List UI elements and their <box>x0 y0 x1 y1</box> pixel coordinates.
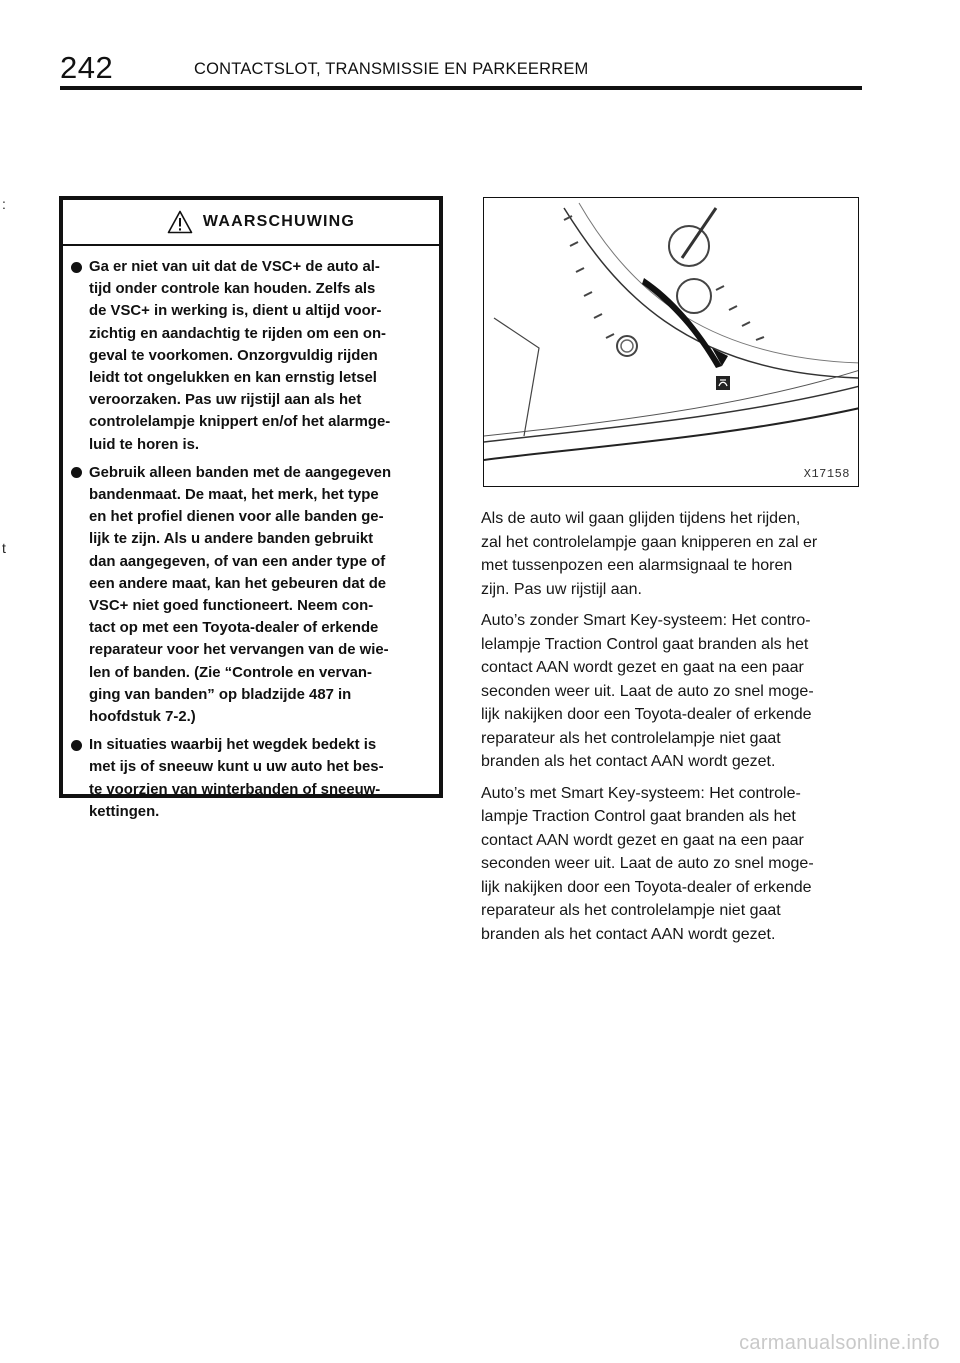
chapter-title: CONTACTSLOT, TRANSMISSIE EN PARKEERREM <box>194 60 589 78</box>
warning-item-text: Gebruik alleen banden met de aangegeven bandenmaat. De maat, het merk, het type en het profiel dienen voor alle banden ge- lijk te zijn. Als u andere banden gebruikt dan aangegeven, of van een ander type of een andere maat, kan het gebeuren dat de VSC+ niet goed functioneert. Neem con- tact op met een Toyota‑dealer of erkende reparateur voor het vervangen van de wie- len of banden. (Zie “Controle en vervan- ging van banden” op bladzijde 487 in hoofdstuk 7‑2.) <box>89 464 392 726</box>
warning-item-text: Ga er niet van uit dat de VSC+ de auto al- tijd onder controle kan houden. Zelfs als de VSC+ in werking is, dient u altijd voor- zichtig en aandachtig te rijden om een on- geval te voorkomen. Onzorgvuldig rijden leidt tot ongelukken en kan ernstig letsel veroorzaken. Pas uw rijstijl aan als het controlelampje knippert en/of het alarmge- luid te horen is. <box>89 259 391 453</box>
warning-list <box>63 246 439 823</box>
body-text <box>481 507 867 954</box>
traction-control-indicator-icon <box>716 376 730 390</box>
figure-code: X17158 <box>803 467 850 481</box>
bullet-icon <box>71 467 82 478</box>
margin-mark: t <box>2 540 6 556</box>
warning-header <box>63 200 439 246</box>
warning-title: WAARSCHUWING <box>202 213 356 230</box>
page-number: 242 <box>60 50 114 85</box>
instrument-cluster-illustration <box>484 198 859 487</box>
warning-item-text: In situaties waarbij het wegdek bedekt is met ijs of sneeuw kunt u uw auto het bes- te voorzien van winterbanden of sneeuw- kettingen. <box>89 737 384 820</box>
warning-item <box>71 734 431 823</box>
warning-box <box>59 196 443 820</box>
instrument-cluster-figure <box>483 197 859 487</box>
bullet-icon <box>71 262 82 273</box>
paragraph: Als de auto wil gaan glijden tijdens het rijden, zal het controlelampje gaan knipperen en zal er met tussenpozen een alarmsignaal te horen zijn. Pas uw rijstijl aan. <box>481 510 818 598</box>
bullet-icon <box>71 740 82 751</box>
warning-item <box>71 462 431 728</box>
paragraph: Auto’s zonder Smart Key‑systeem: Het contro- lelampje Traction Control gaat branden als het contact AAN wordt gezet en gaat na een paar seconden weer uit. Laat de auto zo snel moge- lijk nakijken door een Toyota‑dealer of erkende reparateur als het controlelampje niet gaat branden als het contact AAN wordt gezet. <box>481 612 814 770</box>
warning-triangle-icon <box>167 210 193 234</box>
watermark: carmanualsonline.info <box>739 1332 940 1354</box>
warning-item <box>71 256 431 456</box>
margin-mark: : <box>2 196 6 212</box>
paragraph: Auto’s met Smart Key‑systeem: Het controle- lampje Traction Control gaat branden als het contact AAN wordt gezet en gaat na een paar seconden weer uit. Laat de auto zo snel moge- lijk nakijken door een Toyota‑dealer of erkende reparateur als het controlelampje niet gaat branden als het contact AAN wordt gezet. <box>481 784 814 943</box>
header-rule <box>60 86 862 90</box>
